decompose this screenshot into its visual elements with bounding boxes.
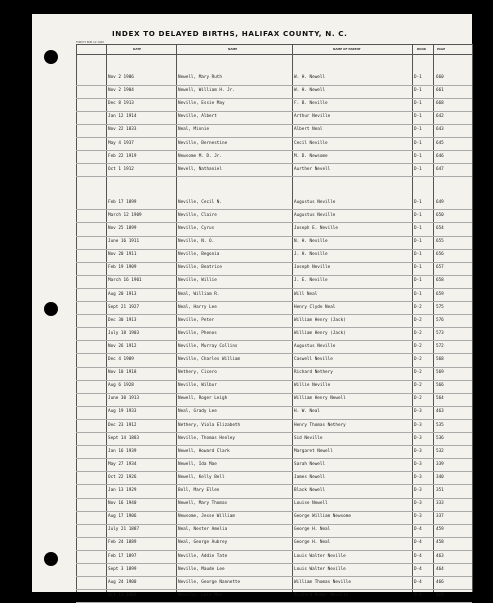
record-name: Newsome M. D. Jr. [178, 153, 222, 159]
record-date: Sept 3 1899 [108, 566, 137, 572]
record-parent: George H. Neal [294, 527, 331, 533]
record-parent: Henry Clyde Neal [294, 304, 336, 310]
record-page: 657 [436, 265, 444, 271]
record-parent: Caswell Neville [294, 357, 333, 362]
table-row [76, 302, 472, 315]
table-row [76, 590, 472, 603]
record-page: 569 [436, 370, 444, 376]
record-parent: Black Newell [294, 488, 326, 493]
record-parent: Willie Neville [294, 383, 331, 389]
record-name: Newell, Mary Ruth [178, 75, 222, 80]
record-parent: James Newell [294, 474, 326, 480]
table-row [76, 537, 472, 550]
record-book: D-1 [414, 153, 422, 159]
record-book: D-3 [414, 435, 422, 441]
record-date: May 27 1934 [108, 461, 137, 467]
table-row [76, 564, 472, 577]
record-page: 642 [436, 114, 444, 120]
record-date: Oct 1 1912 [108, 166, 134, 172]
record-page: 459 [436, 527, 444, 533]
record-date: Jan 16 1939 [108, 448, 137, 454]
record-book: D-3 [414, 461, 422, 467]
record-page: 463 [436, 553, 444, 559]
record-page: 532 [436, 448, 444, 454]
record-parent: William Thomas Neville [294, 579, 351, 585]
record-name: Newell, Mary Thomas [178, 501, 228, 507]
record-date: Nov 20 1911 [108, 252, 137, 258]
record-parent: George H. Neal [294, 540, 331, 546]
table-row [76, 289, 472, 302]
record-book: D-3 [414, 422, 422, 428]
record-parent: Louis Walter Neville [294, 566, 346, 572]
record-date: Feb 17 1899 [108, 199, 137, 205]
record-book: D-1 [414, 114, 422, 120]
record-date: Aug 20 1913 [108, 291, 137, 297]
record-date: Aug 24 1900 [108, 579, 137, 585]
table-row [76, 511, 472, 524]
record-date: Aug 19 1933 [108, 409, 137, 415]
column-header-page: PAGE [437, 47, 446, 51]
record-page: 464 [436, 566, 444, 572]
record-date: Nov 2 1906 [108, 75, 134, 80]
record-name: Neville, Phenos [178, 330, 217, 336]
record-parent: William Henry Newell [294, 396, 346, 402]
table-row [76, 446, 472, 459]
record-name: Neville, Albert [178, 114, 217, 120]
record-page: 650 [436, 212, 444, 218]
record-page: 467 [436, 592, 444, 598]
record-page: 573 [436, 330, 444, 336]
table-row [76, 472, 472, 485]
record-parent: Henry Thomas Nethery [294, 422, 346, 428]
column-rule [472, 44, 473, 592]
record-page: 340 [436, 474, 444, 480]
record-parent: F. B. Neville [294, 101, 328, 107]
record-date: March 12 1909 [108, 212, 142, 218]
record-book: D-1 [414, 239, 422, 245]
record-page: 654 [436, 226, 444, 231]
record-page: 646 [436, 153, 444, 159]
table-row [76, 341, 472, 354]
record-page: 576 [436, 317, 444, 323]
table-row [76, 197, 472, 210]
table-row [76, 498, 472, 511]
record-name: Neal, Grady Lee [178, 409, 217, 415]
record-date: Feb 24 1889 [108, 540, 137, 546]
record-parent: Sarah Newell [294, 461, 326, 467]
record-date: Oct 22 1926 [108, 474, 137, 480]
form-number: FORM 5 BUR 12 1940 [76, 41, 104, 44]
table-row [76, 433, 472, 446]
record-name: Newell, Kelly Bell [178, 474, 225, 480]
record-date: Sept 14 1883 [108, 435, 140, 441]
binder-hole [44, 552, 58, 566]
record-parent: Aurther Nevell [294, 166, 331, 172]
record-book: D-1 [414, 140, 422, 146]
table-row [76, 138, 472, 151]
record-name: Neal, George Aubrey [178, 540, 228, 546]
record-parent: Albert Neal [294, 127, 323, 133]
record-date: Nov 22 1833 [108, 127, 137, 133]
record-date: March 16 1901 [108, 278, 142, 284]
record-parent: Will Neal [294, 291, 318, 297]
record-date: Nov 2 1904 [108, 88, 134, 94]
column-header-book: BOOK [417, 47, 427, 51]
table-row [76, 111, 472, 124]
record-date: Jan 13 1929 [108, 488, 137, 493]
table-row [76, 524, 472, 537]
record-book: D-1 [414, 252, 422, 258]
record-date: Aug 17 1906 [108, 514, 137, 520]
record-date: June 16 1911 [108, 239, 140, 245]
record-page: 337 [436, 514, 444, 520]
record-page: 647 [436, 166, 444, 172]
record-name: Neville, George Nannette [178, 579, 241, 585]
record-book: D-3 [414, 474, 422, 480]
record-parent: Cecil Neville [294, 140, 328, 146]
record-parent: George William Newsome [294, 514, 351, 520]
table-row [76, 459, 472, 472]
record-book: D-3 [414, 409, 422, 415]
record-book: D-1 [414, 212, 422, 218]
record-page: 668 [436, 101, 444, 107]
record-name: Neal, Harry Lee [178, 304, 217, 310]
table-row [76, 98, 472, 111]
record-book: D-3 [414, 501, 422, 507]
column-header-date: DATE [133, 47, 142, 51]
record-name: Neville, Beatrice [178, 265, 222, 271]
record-parent: Louise Newell [294, 501, 328, 507]
table-row [76, 577, 472, 590]
record-date: Dec 8 1913 [108, 101, 134, 107]
record-date: Nov 25 1899 [108, 226, 137, 231]
table-row [76, 315, 472, 328]
table-row [76, 354, 472, 367]
record-name: Nevell, Nathaniel [178, 166, 222, 172]
record-page: 566 [436, 383, 444, 389]
record-name: Neville, Claire [178, 212, 217, 218]
record-page: 649 [436, 199, 444, 205]
record-date: Feb 17 1897 [108, 553, 137, 559]
record-name: Bell, Mary Ellen [178, 488, 220, 493]
record-book: D-1 [414, 88, 422, 94]
table-row [76, 124, 472, 137]
record-name: Neville, Maude Lee [178, 566, 225, 572]
record-page: 535 [436, 422, 444, 428]
record-book: D-2 [414, 370, 422, 376]
record-name: Neville, Thomas Henley [178, 435, 235, 441]
record-page: 643 [436, 127, 444, 133]
record-date: Feb 22 1919 [108, 153, 137, 159]
record-name: Nethery, Cicero [178, 370, 217, 376]
table-row [76, 151, 472, 164]
record-name: Newell, Ida Mae [178, 461, 217, 467]
record-book: D-4 [414, 553, 422, 559]
record-date: Dec 30 1913 [108, 317, 137, 323]
record-name: Neal, Minnie [178, 127, 210, 133]
record-page: 645 [436, 140, 444, 146]
record-page: 339 [436, 461, 444, 467]
record-parent: Richard Homer Neville [294, 592, 349, 598]
record-name: Neal, Nester Amelia [178, 527, 228, 533]
record-name: Neville, Cecil N. [178, 199, 222, 205]
record-parent: Joseph Neville [294, 265, 331, 271]
record-book: D-2 [414, 343, 422, 349]
record-page: 660 [436, 75, 444, 80]
record-name: Neville, Charles William [178, 357, 241, 362]
record-parent: Arthur Neville [294, 114, 331, 120]
record-name: Nethery, Viola Elizabeth [178, 422, 241, 428]
record-name: Neville, Bernestine [178, 140, 228, 146]
record-book: D-3 [414, 448, 422, 454]
record-parent: J. H. Neville [294, 252, 328, 258]
record-book: D-1 [414, 166, 422, 172]
record-parent: William Henry (Jack) [294, 330, 346, 336]
record-page: 333 [436, 501, 444, 507]
record-page: 575 [436, 304, 444, 310]
record-book: D-1 [414, 278, 422, 284]
record-name: Neal, William R. [178, 291, 220, 297]
record-book: D-2 [414, 396, 422, 402]
record-parent: William Henry (Jack) [294, 317, 346, 323]
record-parent: J. E. Neville [294, 278, 328, 284]
record-parent: Augustus Neville [294, 199, 336, 205]
record-page: 536 [436, 435, 444, 441]
record-page: 463 [436, 409, 444, 415]
record-parent: W. H. Newell [294, 88, 326, 94]
table-row [76, 420, 472, 433]
record-book: D-4 [414, 566, 422, 572]
record-name: Neville, Essie May [178, 101, 225, 107]
record-parent: Sid Neville [294, 435, 323, 441]
record-page: 655 [436, 239, 444, 245]
record-name: Neville, N. O. [178, 239, 215, 245]
record-date: July 21 1887 [108, 527, 140, 533]
page-title: INDEX TO DELAYED BIRTHS, HALIFAX COUNTY, N. C. [112, 29, 348, 38]
record-parent: Augustus Neville [294, 212, 336, 218]
record-page: 658 [436, 278, 444, 284]
record-parent: Richard Nethery [294, 370, 333, 376]
table-row [76, 262, 472, 275]
binder-hole [44, 302, 58, 316]
record-parent: N. H. Neville [294, 239, 328, 245]
record-date: Nov 16 1940 [108, 501, 137, 507]
record-page: 572 [436, 343, 444, 349]
table-row [76, 210, 472, 223]
record-page: 656 [436, 252, 444, 258]
record-parent: Joseph E. Neville [294, 226, 338, 231]
record-name: Neville, Peter [178, 317, 215, 323]
table-row [76, 236, 472, 249]
record-date: Nov 10 1918 [108, 370, 137, 376]
record-book: D-1 [414, 127, 422, 133]
record-book: D-1 [414, 199, 422, 205]
table-row [76, 72, 472, 85]
table-row [76, 367, 472, 380]
table-row [76, 406, 472, 419]
record-name: Neville, Addie Tate [178, 553, 228, 559]
record-parent: Margaret Newell [294, 448, 333, 454]
table-row [76, 393, 472, 406]
record-book: D-3 [414, 514, 422, 520]
table-row [76, 551, 472, 564]
record-name: Newell, Howard Clark [178, 448, 230, 454]
table-row [76, 164, 472, 177]
record-book: D-2 [414, 317, 422, 323]
record-book: D-1 [414, 101, 422, 107]
table-row [76, 275, 472, 288]
record-parent: H. W. Neal [294, 409, 320, 415]
record-name: Newsome, Jesse William [178, 514, 235, 520]
record-date: Jan 12 1914 [108, 114, 137, 120]
table-row [76, 85, 472, 98]
table-row [76, 485, 472, 498]
record-page: 661 [436, 88, 444, 94]
record-date: Dec 23 1912 [108, 422, 137, 428]
record-book: D-2 [414, 304, 422, 310]
record-parent: M. D. Newsome [294, 153, 328, 159]
column-header-name: NAME [228, 47, 238, 51]
record-book: D-3 [414, 488, 422, 493]
record-book: D-4 [414, 592, 422, 598]
record-book: D-2 [414, 383, 422, 389]
record-book: D-1 [414, 291, 422, 297]
record-parent: Louis Walter Neville [294, 553, 346, 559]
record-date: Feb 19 1909 [108, 265, 137, 271]
record-book: D-2 [414, 330, 422, 336]
record-book: D-2 [414, 357, 422, 362]
record-book: D-4 [414, 540, 422, 546]
record-name: Neville, Willie [178, 278, 217, 284]
record-name: Neville, Lois Mae [178, 592, 222, 598]
record-parent: W. H. Newell [294, 75, 326, 80]
record-name: Neville, Begonia [178, 252, 220, 258]
record-page: 564 [436, 396, 444, 402]
record-name: Neville, Murray Collins [178, 343, 238, 349]
record-date: Sept 21 1927 [108, 304, 140, 310]
record-date: July 18 1903 [108, 330, 140, 336]
record-date: Nov 26 1912 [108, 343, 137, 349]
record-book: D-1 [414, 265, 422, 271]
record-date: Aug 6 1928 [108, 383, 134, 389]
binder-hole [44, 50, 58, 64]
record-name: Newell, William H. Jr. [178, 88, 235, 94]
table-row [76, 328, 472, 341]
table-row [76, 380, 472, 393]
record-page: 458 [436, 540, 444, 546]
record-date: June 30 1913 [108, 396, 140, 402]
record-date: May 4 1937 [108, 140, 134, 146]
record-book: D-4 [414, 527, 422, 533]
row-rule [76, 176, 472, 177]
record-book: D-1 [414, 226, 422, 231]
record-parent: Augustus Neville [294, 343, 336, 349]
record-page: 568 [436, 357, 444, 362]
record-page: 659 [436, 291, 444, 297]
record-date: Dec 4 1909 [108, 357, 134, 362]
record-date: Oct 11 1903 [108, 592, 137, 598]
record-name: Newell, Roger Leigh [178, 396, 228, 402]
record-page: 351 [436, 488, 444, 493]
record-book: D-1 [414, 75, 422, 80]
column-header-parent: NAME OF PARENT [333, 47, 361, 51]
record-page: 466 [436, 579, 444, 585]
table-row [76, 223, 472, 236]
record-book: D-4 [414, 579, 422, 585]
record-name: Neville, Wilbur [178, 383, 217, 389]
table-row [76, 249, 472, 262]
record-name: Neville, Cyrus [178, 226, 215, 231]
